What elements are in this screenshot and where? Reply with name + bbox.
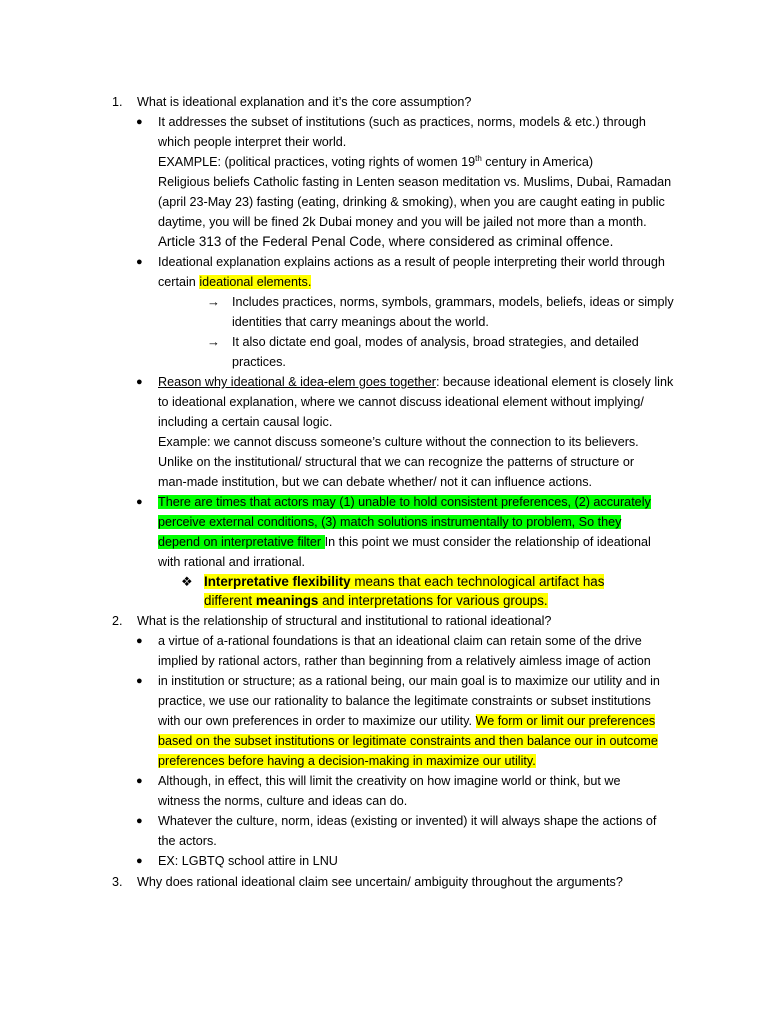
text-span: with our own preferences in order to maximize our utility.: [158, 714, 476, 728]
example-line: [158, 152, 593, 172]
highlight-yellow: [204, 574, 604, 589]
highlight-yellow: preferences before having a decision-making in maximize our utility.: [158, 754, 536, 768]
text-line: identities that carry meanings about the world.: [232, 315, 489, 329]
text-line: including a certain causal logic.: [158, 415, 333, 429]
text-span: and interpretations for various groups.: [318, 593, 548, 608]
underlined-text: Reason why ideational & idea-elem goes together: [158, 375, 436, 389]
highlight-green: There are times that actors may (1) unable to hold consistent preferences, (2) accurately: [158, 495, 651, 509]
text-line: [158, 512, 621, 532]
highlight-yellow: We form or limit our preferences: [475, 714, 656, 728]
text-line: [158, 751, 536, 771]
bullet-icon: ●: [136, 635, 143, 647]
text-line: daytime, you will be fined 2k Dubai money and you will be jailed not more than a month.: [158, 215, 647, 229]
text-line: Includes practices, norms, symbols, grammars, models, beliefs, ideas or simply: [232, 295, 674, 309]
text-line: Although, in effect, this will limit the creativity on how imagine world or think, but we: [158, 774, 621, 788]
text-span: certain: [158, 275, 200, 289]
text-line: man-made institution, but we can debate whether/ not it can influence actions.: [158, 475, 593, 489]
text-line: which people interpret their world.: [158, 135, 347, 149]
text-span: different: [204, 593, 256, 608]
text-line: practices.: [232, 355, 286, 369]
text-line: Religious beliefs Catholic fasting in Lenten season meditation vs. Muslims, Dubai, Ramadan: [158, 175, 672, 189]
text-line: [204, 572, 604, 592]
text-line: with rational and irrational.: [158, 555, 306, 569]
text-line: [158, 731, 658, 751]
question-heading: What is the relationship of structural and institutional to rational ideational?: [137, 614, 552, 628]
bullet-icon: ●: [136, 855, 143, 867]
text-line: Unlike on the institutional/ structural that we can recognize the patterns of structure or: [158, 455, 635, 469]
bullet-icon: ●: [136, 256, 143, 268]
text-line: to ideational explanation, where we cannot discuss ideational element without implying/: [158, 395, 644, 409]
highlight-green: depend on interpretative filter: [158, 535, 325, 549]
text-span: : because ideational element is closely link: [435, 375, 674, 389]
bold-term: meanings: [255, 593, 319, 608]
text-line: EX: LGBTQ school attire in LNU: [158, 854, 338, 868]
text-span: EXAMPLE: (political practices, voting rights of women 19: [158, 155, 476, 169]
list-number: 1.: [112, 95, 123, 109]
bullet-icon: ●: [136, 815, 143, 827]
arrow-icon: →: [207, 334, 220, 349]
text-line: implied by rational actors, rather than beginning from a relatively aimless image of action: [158, 654, 651, 668]
text-line: [158, 711, 655, 731]
text-line: [158, 372, 673, 392]
text-line: practice, we use our rationality to balance the legitimate constraints or subset institutions: [158, 694, 651, 708]
highlight-yellow: based on the subset institutions or legitimate constraints and then balance our in outcome: [158, 734, 658, 748]
text-line: witness the norms, culture and ideas can do.: [158, 794, 408, 808]
text-span: means that each technological artifact has: [350, 574, 605, 589]
highlight-yellow: [204, 593, 548, 608]
list-number: 3.: [112, 875, 123, 889]
bullet-icon: ●: [136, 775, 143, 787]
text-line: Ideational explanation explains actions as a result of people interpreting their world through: [158, 255, 665, 269]
text-span: In this point we must consider the relationship of ideational: [324, 535, 651, 549]
bullet-icon: ●: [136, 376, 143, 388]
text-line: Example: we cannot discuss someone’s culture without the connection to its believers.: [158, 435, 639, 449]
bold-term: Interpretative flexibility: [204, 574, 351, 589]
text-line: the actors.: [158, 834, 217, 848]
text-line: [158, 272, 311, 292]
question-heading: Why does rational ideational claim see uncertain/ ambiguity throughout the arguments?: [137, 875, 623, 889]
text-line: a virtue of a-rational foundations is that an ideational claim can retain some of the drive: [158, 634, 642, 648]
text-line: (april 23-May 23) fasting (eating, drinking & smoking), when you are caught eating in public: [158, 195, 665, 209]
bullet-icon: ●: [136, 675, 143, 687]
question-heading: What is ideational explanation and it’s the core assumption?: [137, 95, 472, 109]
bullet-icon: ●: [136, 496, 143, 508]
diamond-bullet-icon: ❖: [181, 574, 193, 589]
text-line: Whatever the culture, norm, ideas (existing or invented) it will always shape the actions of: [158, 814, 657, 828]
superscript: th: [475, 153, 482, 163]
bullet-icon: ●: [136, 116, 143, 128]
text-line: [158, 492, 651, 512]
text-span: century in America): [481, 155, 594, 169]
text-line: Article 313 of the Federal Penal Code, where considered as criminal offence.: [158, 234, 614, 249]
arrow-icon: →: [207, 294, 220, 309]
text-line: [158, 532, 651, 552]
list-number: 2.: [112, 614, 123, 628]
text-line: in institution or structure; as a rational being, our main goal is to maximize our utility and in: [158, 674, 660, 688]
highlight-green: perceive external conditions, (3) match solutions instrumentally to problem, So they: [158, 515, 622, 529]
text-line: It addresses the subset of institutions (such as practices, norms, models & etc.) through: [158, 115, 646, 129]
text-line: [204, 591, 548, 611]
text-line: It also dictate end goal, modes of analysis, broad strategies, and detailed: [232, 335, 639, 349]
highlight-yellow: ideational elements.: [199, 275, 312, 289]
